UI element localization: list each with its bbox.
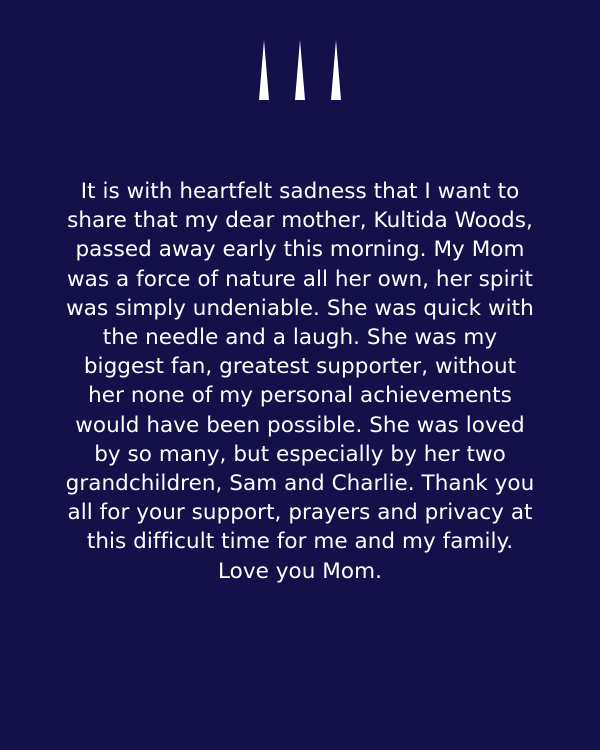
statement-line: grandchildren, Sam and Charlie. Thank you	[65, 471, 535, 497]
statement-line: the needle and a laugh. She was my	[102, 325, 498, 351]
statement-line: by so many, but especially by her two	[94, 441, 506, 467]
statement-line: this difficult time for me and my family.	[86, 529, 514, 555]
statement-line: passed away early this morning. My Mom	[75, 237, 525, 263]
statement-line: Love you Mom.	[217, 558, 382, 584]
three-spires-icon	[258, 40, 342, 100]
statement-line: was simply undeniable. She was quick with	[66, 295, 534, 321]
statement-line: all for your support, prayers and privacy at	[67, 500, 533, 526]
statement-line: share that my dear mother, Kultida Woods,	[67, 208, 533, 234]
statement-line: biggest fan, greatest supporter, without	[83, 354, 517, 380]
statement-line: would have been possible. She was loved	[75, 412, 525, 438]
statement-line: was a force of nature all her own, her spirit	[67, 266, 533, 292]
statement-line: It is with heartfelt sadness that I want to	[80, 179, 520, 204]
statement-text	[40, 177, 560, 586]
statement-line: her none of my personal achievements	[88, 383, 512, 409]
